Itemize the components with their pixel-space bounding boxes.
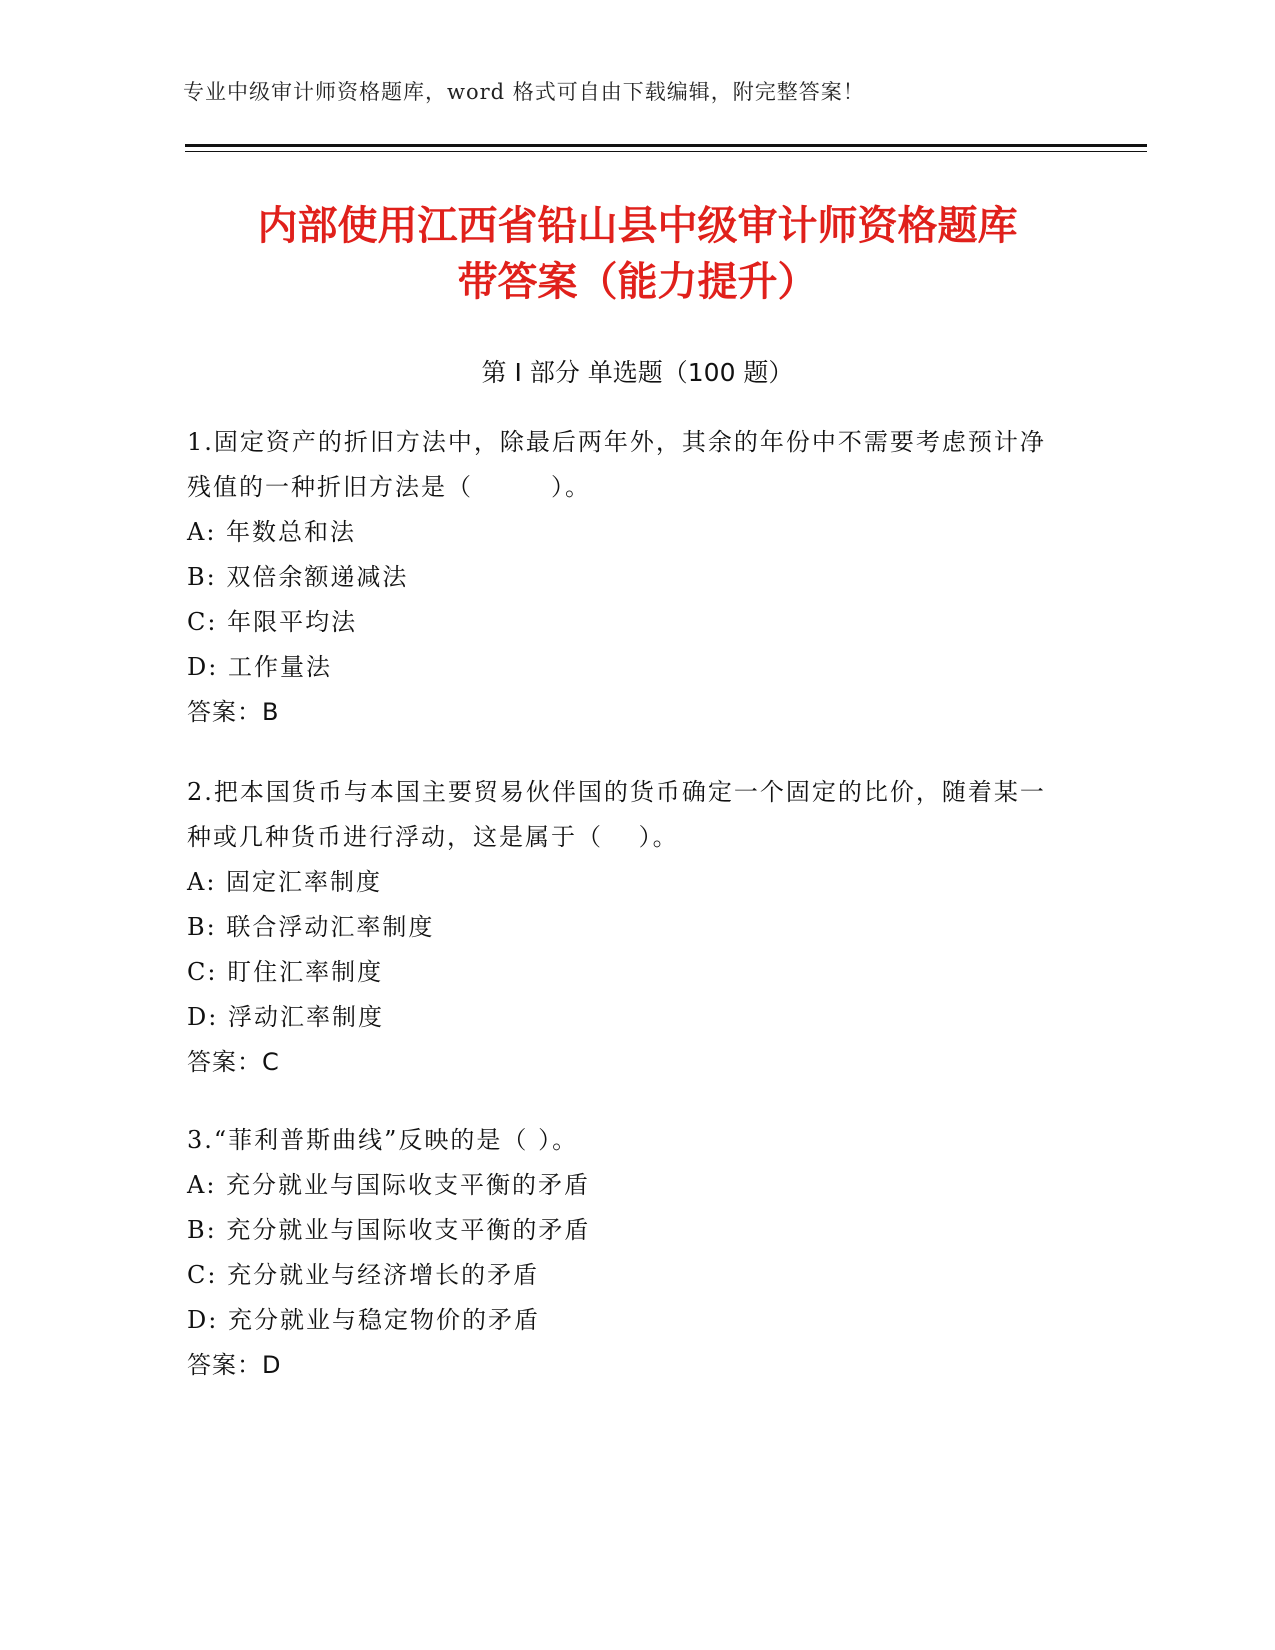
section-heading: 第 I 部分 单选题（100 题） <box>481 358 794 387</box>
header-rule-thin <box>185 151 1147 152</box>
question-stem: 1.固定资产的折旧方法中，除最后两年外，其余的年份中不需要考虑预计净残值的一种折旧方法是（ ）。 <box>187 428 1046 501</box>
option-d: D: 工作量法 <box>187 653 332 681</box>
question-stem: 2.把本国货币与本国主要贸易伙伴国的货币确定一个固定的比价，随着某一种或几种货币进行浮动，这是属于（ ）。 <box>187 778 1046 851</box>
answer-line: 答案：D <box>187 1351 282 1379</box>
option-c: C: 充分就业与经济增长的矛盾 <box>187 1261 540 1289</box>
answer-line: 答案：B <box>187 698 280 726</box>
option-d: D: 充分就业与稳定物价的矛盾 <box>187 1306 540 1334</box>
document-title-line-1: 内部使用江西省铅山县中级审计师资格题库 <box>257 203 1018 249</box>
document-title <box>150 198 1125 310</box>
option-a: A: 固定汇率制度 <box>187 868 383 896</box>
question-2 <box>187 770 1067 1085</box>
option-b: B: 联合浮动汇率制度 <box>187 913 435 941</box>
question-1 <box>187 420 1067 735</box>
header-note: 专业中级审计师资格题库，word 格式可自由下载编辑，附完整答案！ <box>183 80 865 104</box>
header-rule-thick <box>185 144 1147 147</box>
question-stem: 3.“菲利普斯曲线”反映的是（ ）。 <box>187 1126 579 1154</box>
option-b: B: 双倍余额递减法 <box>187 563 409 591</box>
option-c: C: 盯住汇率制度 <box>187 958 384 986</box>
document-title-line-2: 带答案（能力提升） <box>457 259 818 305</box>
question-3 <box>187 1118 1067 1388</box>
option-c: C: 年限平均法 <box>187 608 358 636</box>
option-b: B: 充分就业与国际收支平衡的矛盾 <box>187 1216 591 1244</box>
option-d: D: 浮动汇率制度 <box>187 1003 384 1031</box>
answer-line: 答案：C <box>187 1048 280 1076</box>
option-a: A: 年数总和法 <box>187 518 357 546</box>
option-a: A: 充分就业与国际收支平衡的矛盾 <box>187 1171 591 1199</box>
